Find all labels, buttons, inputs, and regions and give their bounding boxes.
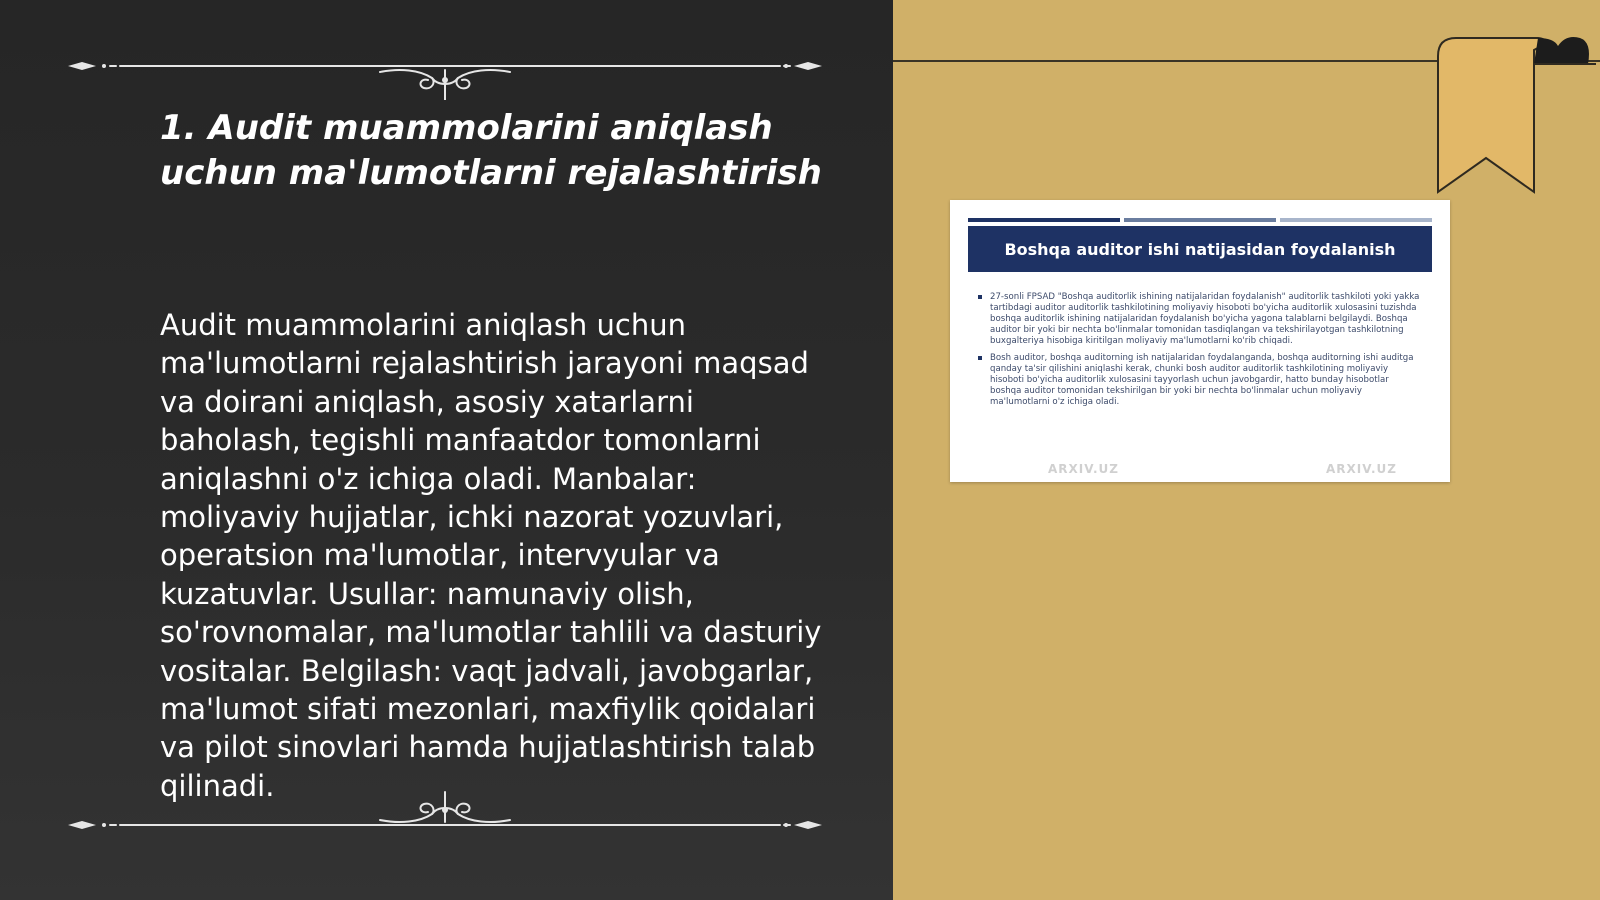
thumbnail-bullet-text: 27-sonli FPSAD "Boshqa auditorlik ishining natijalaridan foydalanish" auditorlik tashkiloti yoki yakka tartibdagi auditor auditorlik tashkilotining moliyaviy hisoboti bo'yicha auditorlik xulosasini tuzishda boshqa auditorlik ishining natijalaridan foydalanish bo'yicha yagona talablarni belgilaydi. Boshqa auditor bir yoki bir nechta bo'linmalar tomonidan tasdiqlangan va tekshirilayotgan tashkilotning buxgalteriya hisobiga kiritilgan moliyaviy ma'lumotlarni ko'rib chiqadi. bbox=[990, 292, 1420, 346]
thumbnail-bullet-text: Bosh auditor, boshqa auditorning ish natijalaridan foydalanganda, boshqa auditorning ishi auditga qanday ta'sir qilishini aniqlashi kerak, chunki bosh auditor auditorlik tashkilotining moliyaviy hisoboti bo'yicha auditorlik xulosasini tayyorlash uchun javobgardir, hatto bunday hisobotlar boshqa auditor tomonidan tekshirilgan bir yoki bir nechta bo'linmalar uchun moliyaviy ma'lumotlarni o'z ichiga oladi. bbox=[990, 353, 1414, 407]
bullet-icon bbox=[978, 356, 982, 360]
thumbnail-header: Boshqa auditor ishi natijasidan foydalanish bbox=[968, 226, 1432, 272]
thumbnail-bullet bbox=[976, 353, 1420, 408]
thumbnail-bar bbox=[1124, 218, 1276, 222]
bullet-icon bbox=[978, 295, 982, 299]
thumbnail-bullet bbox=[976, 292, 1420, 347]
watermark: ARXIV.UZ bbox=[1326, 462, 1397, 476]
thumbnail-top-bars bbox=[968, 218, 1432, 223]
thumbnail-bar bbox=[968, 218, 1120, 222]
slide-title: 1. Audit muammolarini aniqlash uchun ma'lumotlarni rejalashtirish bbox=[160, 108, 822, 193]
thumbnail-bar bbox=[1280, 218, 1432, 222]
document-thumbnail bbox=[950, 200, 1450, 482]
slide-body-text: Audit muammolarini aniqlash uchun ma'lumotlarni rejalashtirish jarayoni maqsad va doirani aniqlash, asosiy xatarlarni baholash, tegishli manfaatdor tomonlarni aniqlashni o'z ichiga oladi. Manbalar: moliyaviy hujjatlar, ichki nazorat yozuvlari, operatsion ma'lumotlar, intervyular va kuzatuvlar. Usullar: namunaviy olish, so'rovnomalar, ma'lumotlar tahlili va dasturiy vositalar. Belgilash: vaqt jadvali, javobgarlar, ma'lumot sifati mezonlari, maxfiylik qoidalari va pilot sinovlari hamda hujjatlashtirish talab qilinadi. bbox=[160, 308, 822, 803]
ornament-bottom-icon bbox=[60, 770, 830, 830]
thumbnail-bullets bbox=[976, 292, 1420, 414]
bookmark-ribbon-icon bbox=[1430, 30, 1600, 200]
ornament-top-icon bbox=[60, 40, 830, 100]
watermark: ARXIV.UZ bbox=[1048, 462, 1119, 476]
